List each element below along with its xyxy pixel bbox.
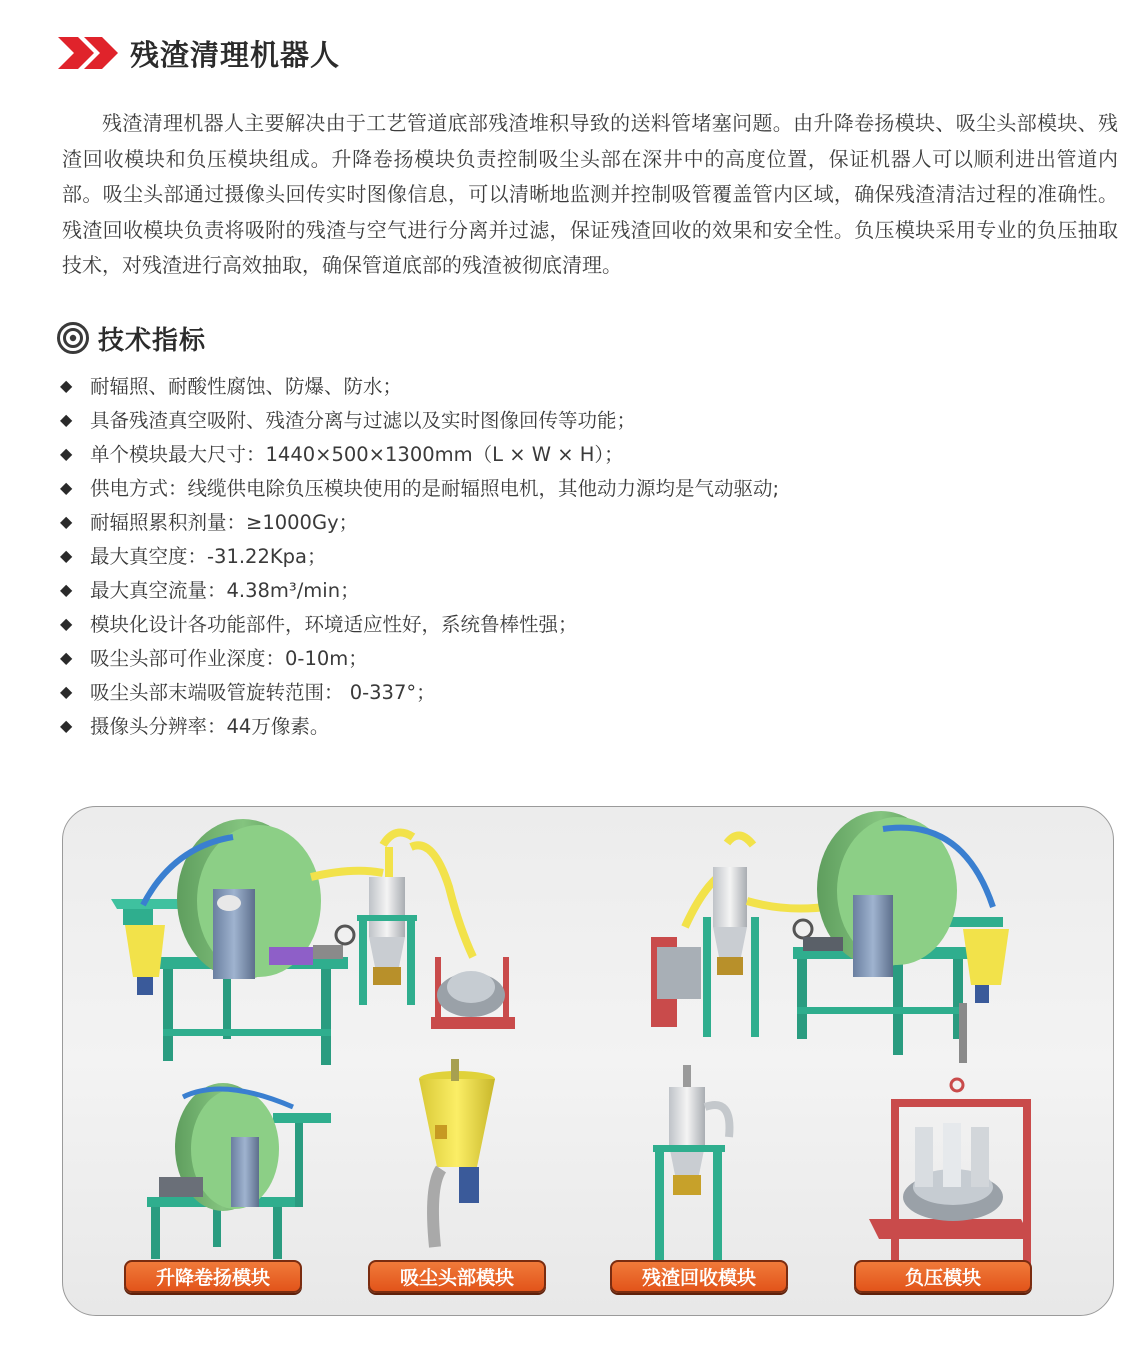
diamond-bullet-icon: ◆ — [60, 443, 73, 463]
spec-text: 单个模块最大尺寸：1440×500×1300mm（L × W × H）； — [90, 443, 624, 466]
spec-item — [60, 402, 779, 436]
winch-module-drawing — [147, 1083, 331, 1259]
spec-item — [60, 470, 779, 504]
diamond-bullet-icon: ◆ — [60, 375, 73, 395]
diamond-bullet-icon: ◆ — [60, 511, 73, 531]
diamond-bullet-icon: ◆ — [60, 613, 73, 633]
page-title: 残渣清理机器人 — [130, 37, 341, 72]
diamond-bullet-icon: ◆ — [60, 647, 73, 667]
spec-text: 耐辐照、耐酸性腐蚀、防爆、防水； — [90, 375, 403, 398]
spec-text: 吸尘头部可作业深度：0-10m； — [90, 647, 368, 670]
spec-text: 最大真空流量：4.38m³/min； — [90, 579, 360, 602]
spec-text: 供电方式：线缆供电除负压模块使用的是耐辐照电机，其他动力源均是气动驱动; — [90, 477, 780, 500]
double-chevron-icon — [56, 33, 122, 73]
diamond-bullet-icon: ◆ — [60, 545, 73, 565]
spec-item — [60, 368, 779, 402]
spec-item — [60, 640, 779, 674]
intro-paragraph: 残渣清理机器人主要解决由于工艺管道底部残渣堆积导致的送料管堵塞问题。由升降卷扬模块、吸尘头部模块、残渣回收模块和负压模块组成。升降卷扬模块负责控制吸尘头部在深井中的高度位置，保证机器人可以顺利进出管道内部。吸尘头部通过摄像头回传实时图像信息，可以清晰地监测并控制吸管覆盖管内区域，确保残渣清洁过程的准确性。残渣回收模块负责将吸附的残渣与空气进行分离并过滤，保证残渣回收的效果和安全性。负压模块采用专业的负压抽取技术，对残渣进行高效抽取，确保管道底部的残渣被彻底清理。 — [62, 111, 1118, 277]
section-heading — [56, 318, 206, 358]
diamond-bullet-icon: ◆ — [60, 409, 73, 429]
diamond-bullet-icon: ◆ — [60, 477, 73, 497]
spec-text: 具备残渣真空吸附、残渣分离与过滤以及实时图像回传等功能； — [90, 409, 637, 432]
spec-text: 摄像头分辨率：44万像素。 — [90, 715, 330, 738]
diamond-bullet-icon: ◆ — [60, 579, 73, 599]
module-label-recovery: 残渣回收模块 — [610, 1260, 788, 1293]
spec-item — [60, 538, 779, 572]
section-title: 技术指标 — [98, 325, 207, 356]
spec-text: 最大真空度：-31.22Kpa； — [90, 545, 327, 568]
spec-item — [60, 606, 779, 640]
suction-head-module-drawing — [419, 1059, 495, 1247]
spec-item — [60, 436, 779, 470]
spec-text: 模块化设计各功能部件，环境适应性好，系统鲁棒性强； — [90, 613, 578, 636]
module-label-negative-pressure: 负压模块 — [854, 1260, 1032, 1293]
spec-item — [60, 572, 779, 606]
spec-list — [60, 368, 779, 742]
module-label-winch: 升降卷扬模块 — [124, 1260, 302, 1293]
assembly-right — [651, 811, 1009, 1063]
negative-pressure-module-drawing — [869, 1079, 1031, 1269]
recovery-module-drawing — [653, 1065, 730, 1267]
title-row — [56, 30, 340, 76]
spec-item — [60, 504, 779, 538]
module-illustration-panel — [62, 806, 1114, 1316]
robot-illustration — [63, 807, 1113, 1315]
spec-text: 吸尘头部末端吸管旋转范围： 0-337°； — [90, 681, 436, 704]
spec-text: 耐辐照累积剂量：≥1000Gy； — [90, 511, 359, 534]
target-icon — [56, 321, 90, 355]
diamond-bullet-icon: ◆ — [60, 681, 73, 701]
spec-item — [60, 674, 779, 708]
assembly-left — [111, 819, 515, 1065]
diamond-bullet-icon: ◆ — [60, 715, 73, 735]
module-label-suction-head: 吸尘头部模块 — [368, 1260, 546, 1293]
spec-item — [60, 708, 779, 742]
